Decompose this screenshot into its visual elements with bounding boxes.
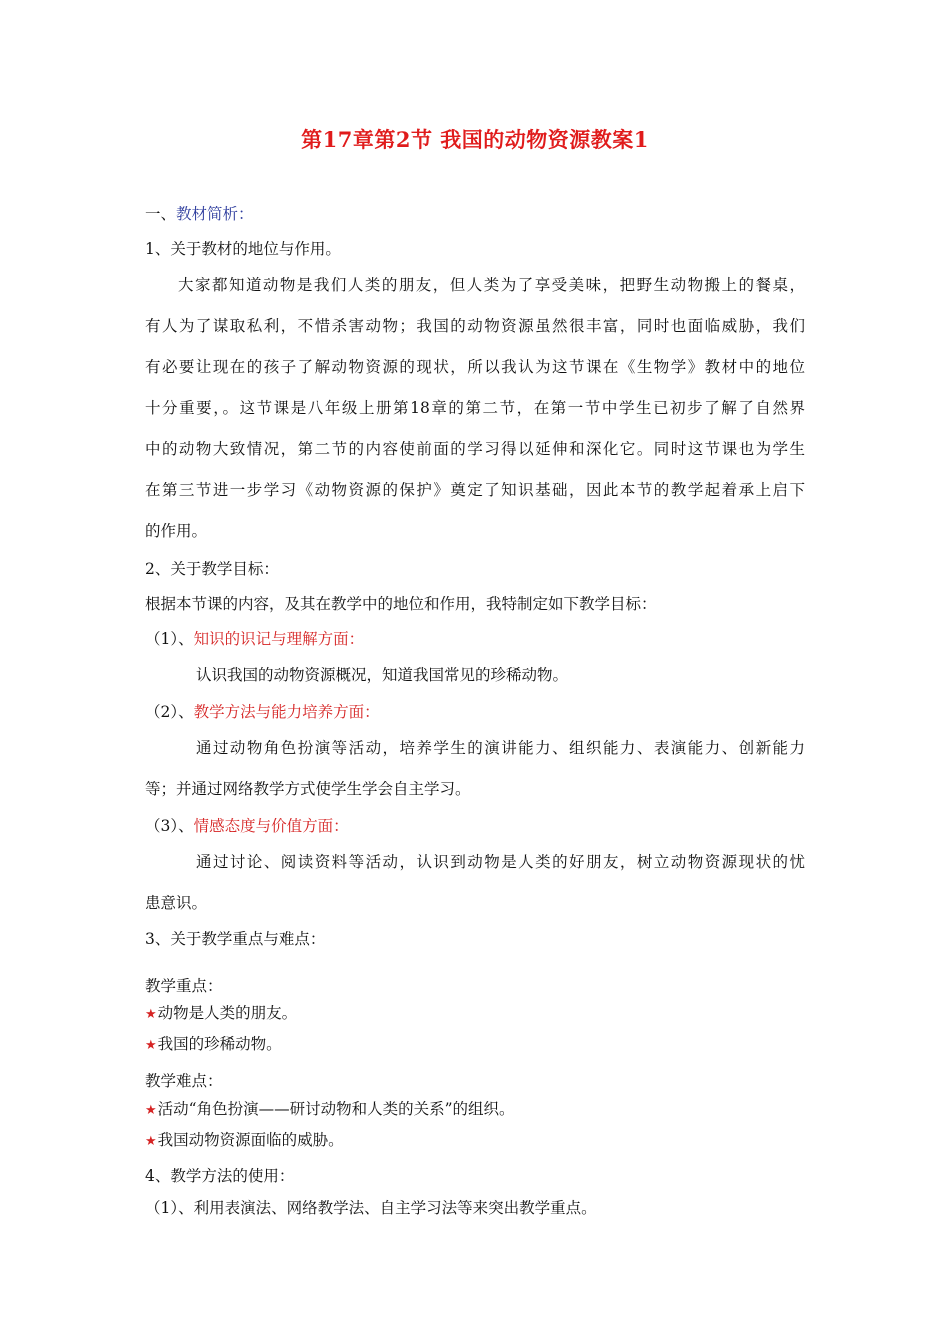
- star-icon: ★: [145, 1103, 157, 1118]
- section-prefix: 一、: [145, 205, 177, 223]
- goal-prefix: （3）、: [145, 817, 194, 835]
- paragraph-line: 的作用。: [145, 522, 208, 540]
- list-item: ★动物是人类的朋友。: [145, 1004, 298, 1022]
- key-points-label: 教学重点：: [145, 977, 223, 995]
- item-heading-2: 2、关于教学目标：: [145, 560, 279, 578]
- section-heading-1: [145, 203, 254, 225]
- star-icon: ★: [145, 1007, 157, 1022]
- goal-prefix: （1）、: [145, 630, 194, 648]
- method-line: （1）、利用表演法、网络教学法、自主学习法等来突出教学重点。: [145, 1199, 597, 1217]
- goal-prefix: （2）、: [145, 703, 194, 721]
- item-heading-1: 1、关于教材的地位与作用。: [145, 240, 341, 258]
- difficult-points-label: 教学难点：: [145, 1072, 223, 1090]
- goal-label: 情感态度与价值方面：: [193, 817, 349, 835]
- paragraph-line: 在第三节进一步学习《动物资源的保护》奠定了知识基础，因此本节的教学起着承上启下: [145, 481, 805, 499]
- item-heading-4: 4、教学方法的使用：: [145, 1167, 295, 1185]
- list-item: ★我国动物资源面临的威胁。: [145, 1131, 344, 1149]
- list-item: ★活动“角色扮演——研讨动物和人类的关系”的组织。: [145, 1100, 515, 1118]
- item-heading-3: 3、关于教学重点与难点：: [145, 930, 326, 948]
- star-icon: ★: [145, 1134, 157, 1149]
- section-label: 教材简析：: [176, 205, 254, 223]
- goal-heading-1: [145, 628, 364, 650]
- paragraph-line: 大家都知道动物是我们人类的朋友，但人类为了享受美味，把野生动物搬上的餐桌，: [178, 276, 805, 294]
- paragraph-line: 十分重要，。这节课是八年级上册第18章的第二节，在第一节中学生已初步了解了自然界: [145, 399, 805, 417]
- goal-label: 知识的识记与理解方面：: [193, 630, 365, 648]
- goals-intro: 根据本节课的内容，及其在教学中的地位和作用，我特制定如下教学目标：: [145, 595, 657, 613]
- star-icon: ★: [145, 1038, 157, 1053]
- goal-text: 患意识。: [145, 894, 208, 912]
- paragraph-line: 中的动物大致情况，第二节的内容使前面的学习得以延伸和深化它。同时这节课也为学生: [145, 440, 805, 458]
- paragraph-line: 有必要让现在的孩子了解动物资源的现状，所以我认为这节课在《生物学》教材中的地位: [145, 358, 805, 376]
- goal-label: 教学方法与能力培养方面：: [193, 703, 380, 721]
- goal-heading-3: [145, 815, 349, 837]
- goal-text: 通过动物角色扮演等活动，培养学生的演讲能力、组织能力、表演能力、创新能力: [196, 739, 805, 757]
- goal-text: 认识我国的动物资源概况，知道我国常见的珍稀动物。: [196, 666, 569, 684]
- goal-text: 等；并通过网络教学方式使学生学会自主学习。: [145, 780, 471, 798]
- goal-text: 通过讨论、阅读资料等活动，认识到动物是人类的好朋友，树立动物资源现状的忧: [196, 853, 805, 871]
- goal-heading-2: [145, 701, 380, 723]
- list-item: ★我国的珍稀动物。: [145, 1035, 282, 1053]
- paragraph-line: 有人为了谋取私利，不惜杀害动物；我国的动物资源虽然很丰富，同时也面临威胁，我们: [145, 317, 805, 335]
- document-title: 第17章第2节 我国的动物资源教案1: [301, 127, 649, 152]
